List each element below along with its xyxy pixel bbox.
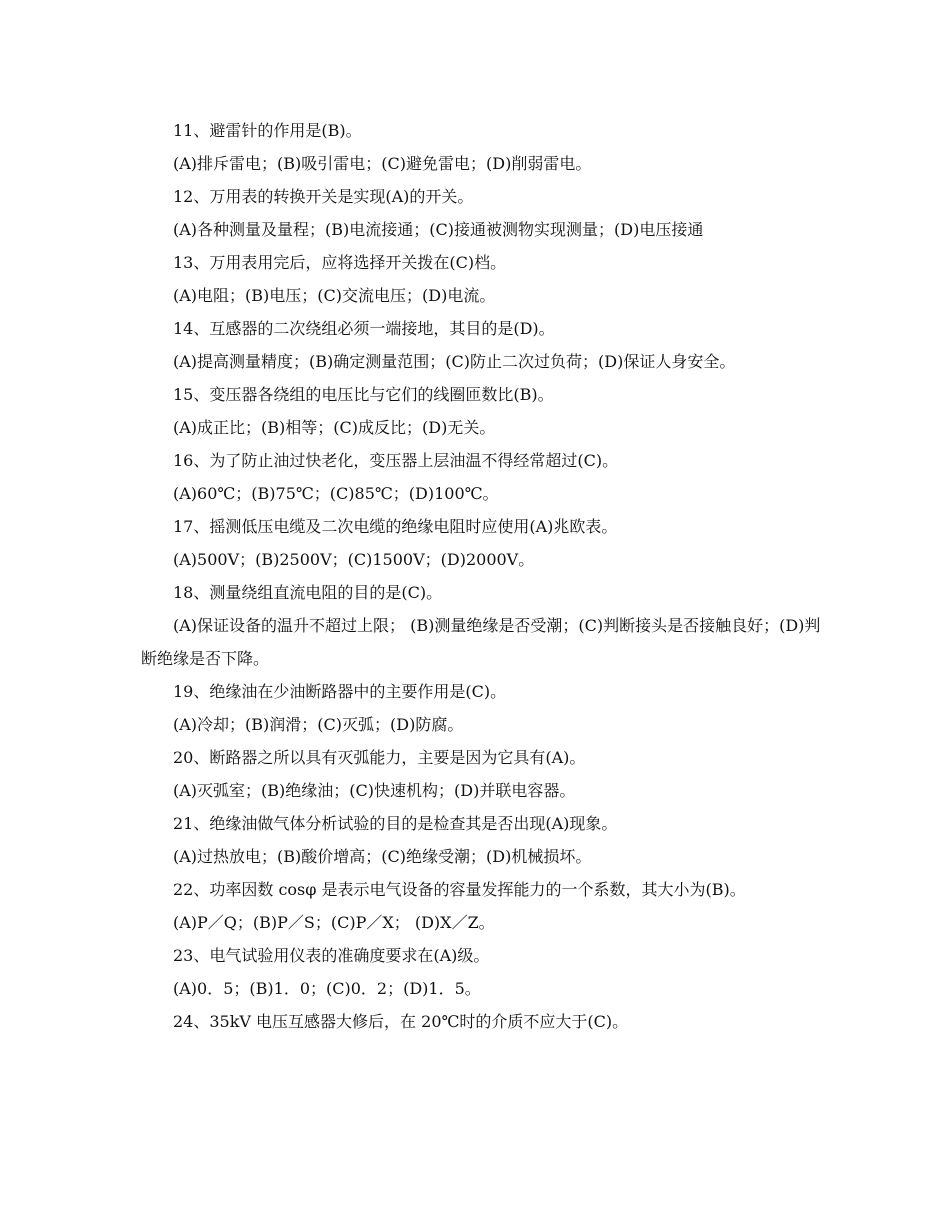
- question-12: 12、万用表的转换开关是实现(A)的开关。: [173, 187, 474, 206]
- question-21: 21、绝缘油做气体分析试验的目的是检查其是否出现(A)现象。: [173, 814, 618, 833]
- question-11: 11、避雷针的作用是(B)。: [173, 121, 362, 140]
- question-13: 13、万用表用完后，应将选择开关拨在(C)档。: [173, 253, 507, 272]
- options-12: (A)各种测量及量程；(B)电流接通；(C)接通被测物实现测量；(D)电压接通: [173, 220, 704, 239]
- options-21: (A)过热放电；(B)酸价增高；(C)绝缘受潮；(D)机械损坏。: [173, 847, 592, 866]
- question-22: 22、功率因数 cosφ 是表示电气设备的容量发挥能力的一个系数，其大小为(B)。: [173, 880, 746, 899]
- options-18: (A)保证设备的温升不超过上限； (B)测量绝缘是否受潮；(C)判断接头是否接触良好；(D)判断绝缘是否下降。: [141, 616, 821, 668]
- question-14: 14、互感器的二次绕组必须一端接地，其目的是(D)。: [173, 319, 555, 338]
- question-15: 15、变压器各绕组的电压比与它们的线圈匝数比(B)。: [173, 385, 554, 404]
- question-19: 19、绝缘油在少油断路器中的主要作用是(C)。: [173, 682, 507, 701]
- options-13: (A)电阻；(B)电压；(C)交流电压；(D)电流。: [173, 286, 496, 305]
- options-23: (A)0．5；(B)1．0；(C)0．2；(D)1．5。: [173, 979, 481, 998]
- options-19: (A)冷却；(B)润滑；(C)灭弧；(D)防腐。: [173, 715, 464, 734]
- options-17: (A)500V；(B)2500V；(C)1500V；(D)2000V。: [173, 550, 535, 569]
- question-16: 16、为了防止油过快老化，变压器上层油温不得经常超过(C)。: [173, 451, 619, 470]
- question-23: 23、电气试验用仪表的准确度要求在(A)级。: [173, 946, 490, 965]
- question-20: 20、断路器之所以具有灭弧能力，主要是因为它具有(A)。: [173, 748, 586, 767]
- options-22: (A)P／Q；(B)P／S；(C)P／X； (D)X／Z。: [173, 913, 495, 932]
- options-14: (A)提高测量精度；(B)确定测量范围；(C)防止二次过负荷；(D)保证人身安全。: [173, 352, 736, 371]
- options-20: (A)灭弧室；(B)绝缘油；(C)快速机构；(D)并联电容器。: [173, 781, 576, 800]
- question-18: 18、测量绕组直流电阻的目的是(C)。: [173, 583, 443, 602]
- options-16: (A)60℃；(B)75℃；(C)85℃；(D)100℃。: [173, 484, 499, 503]
- document-body: [141, 114, 831, 1038]
- options-15: (A)成正比；(B)相等；(C)成反比；(D)无关。: [173, 418, 496, 437]
- question-24: 24、35kV 电压互感器大修后，在 20℃时的介质不应大于(C)。: [173, 1012, 629, 1031]
- options-11: (A)排斥雷电；(B)吸引雷电；(C)避免雷电；(D)削弱雷电。: [173, 154, 592, 173]
- question-17: 17、摇测低压电缆及二次电缆的绝缘电阻时应使用(A)兆欧表。: [173, 517, 618, 536]
